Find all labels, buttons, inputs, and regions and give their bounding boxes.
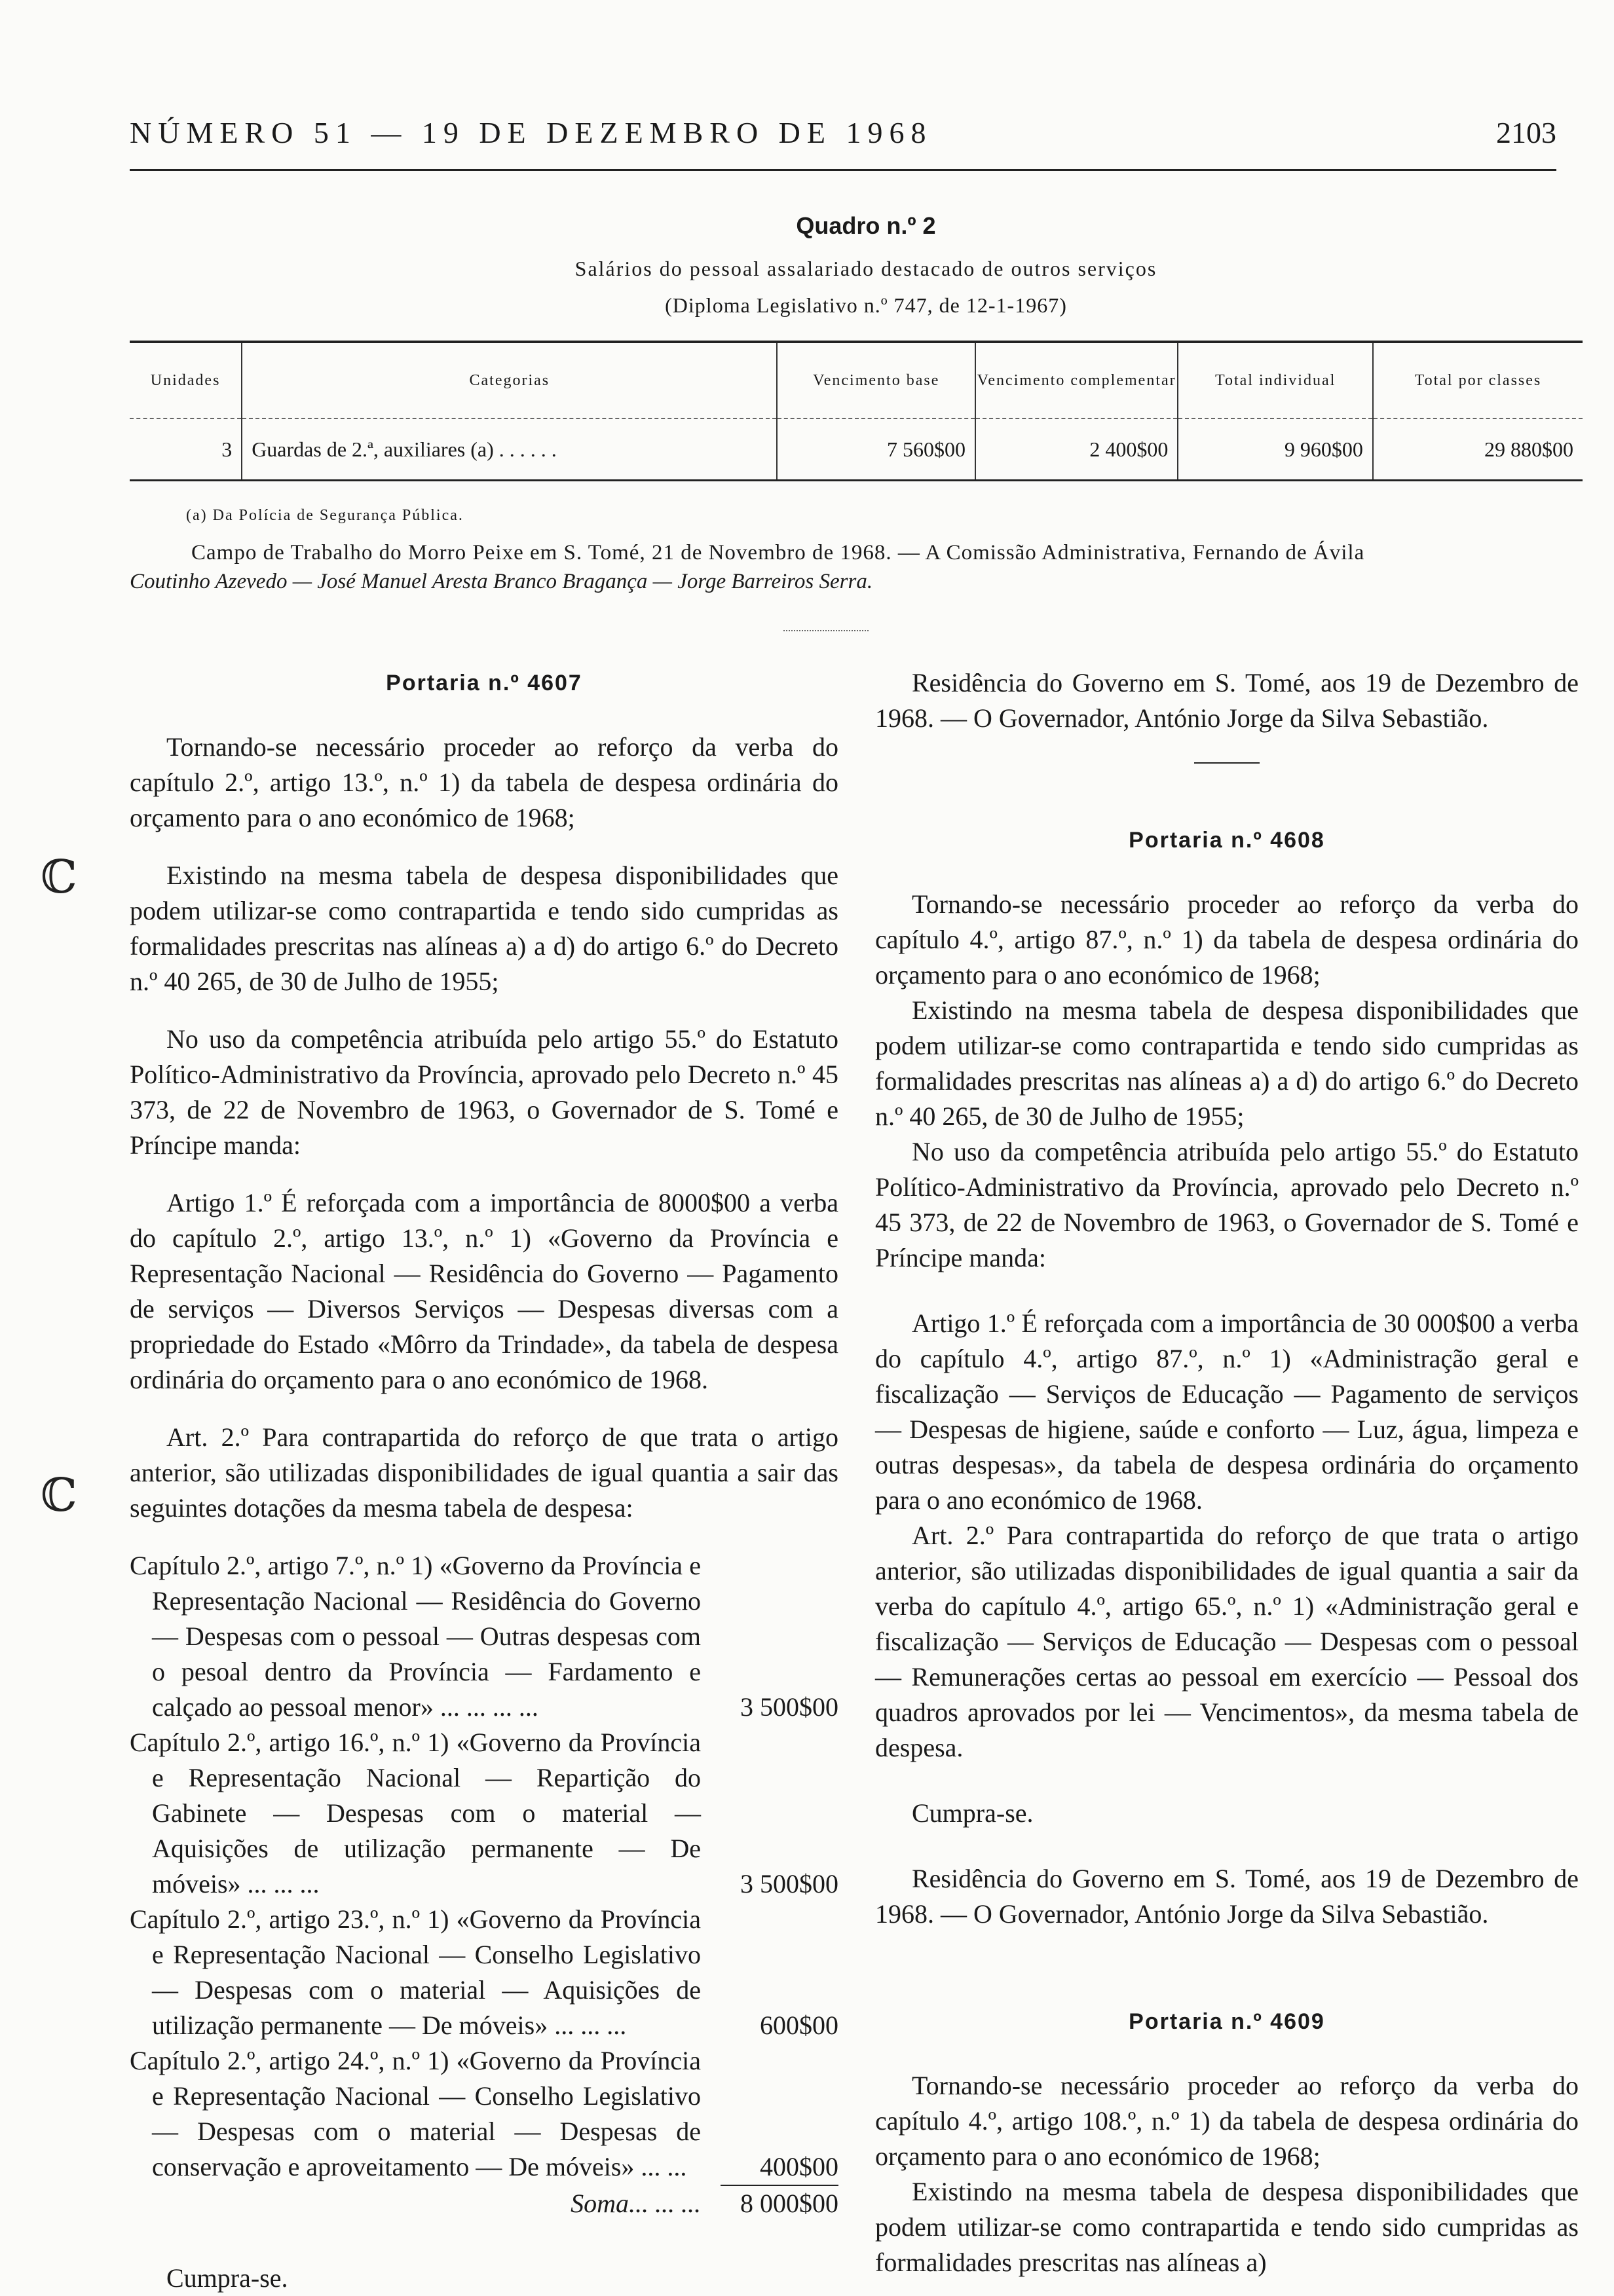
sum-amount: 8 000$00 [740,2189,838,2218]
quadro-title: Quadro n.º 2 [796,212,936,239]
col-categorias: Categorias [242,342,777,418]
col-total-classes: Total por classes [1373,342,1583,418]
sum-row [130,2186,838,2221]
budget-item [130,2043,838,2185]
page-number: 2103 [1496,116,1556,149]
paragraph: Existindo na mesma tabela de despesa disponibilidades que podem utilizar-se como contrapartida e tendo sido cumpridas as formalidades prescritas nas alíneas a) a d) do artigo 6.º do Decreto n.º 40 265, de 30 de Julho de 1955; [875,995,1579,1131]
cell-complementar: 2 400$00 [975,418,1178,481]
cell-individual: 9 960$00 [1178,418,1372,481]
budget-item-amount: 400$00 [760,2152,838,2181]
cumpra-se: Cumpra-se. [166,2263,288,2293]
signature-line-1: Campo de Trabalho do Morro Peixe em S. Tomé, 21 de Novembro de 1968. — A Comissão Administrativa, Fernando de Ávila [191,541,1365,565]
residencia-4607: Residência do Governo em S. Tomé, aos 19 de Dezembro de 1968. — O Governador, António Jorge da Silva Sebastião. [875,668,1579,733]
quadro-subtitle: Salários do pessoal assalariado destacado de outros serviços [574,257,1157,280]
portaria-4608-title: Portaria n.º 4608 [1129,828,1325,853]
margin-mark-icon: ℂ [41,1471,77,1521]
header-rule [130,169,1556,171]
table-row [130,418,1583,481]
page-header-title: NÚMERO 51 — 19 DE DEZEMBRO DE 1968 [130,116,933,149]
budget-item [130,1902,838,2043]
budget-item-amount: 600$00 [760,2010,838,2040]
budget-item-text: Capítulo 2.º, artigo 24.º, n.º 1) «Governo da Província e Representação Nacional — Conselho Legislativo — Despesas com o material — Despesas de conservação e aproveitamento — De móveis» ... ... [130,2046,701,2181]
paragraph: Tornando-se necessário proceder ao reforço da verba do capítulo 2.º, artigo 13.º, n.º 1) da tabela de despesa ordinária do orçamento para o ano económico de 1968; [130,732,838,832]
cell-categoria: Guardas de 2.ª, auxiliares (a) . . . . . . [242,418,777,481]
portaria-4607-title: Portaria n.º 4607 [386,671,582,695]
residencia-4608: Residência do Governo em S. Tomé, aos 19 de Dezembro de 1968. — O Governador, António Jorge da Silva Sebastião. [875,1864,1579,1929]
dash-separator [1194,762,1260,764]
portaria-4607 [130,665,838,2296]
margin-mark-icon: ℂ [41,853,77,903]
table-header-row [130,342,1583,418]
paragraph: Tornando-se necessário proceder ao reforço da verba do capítulo 4.º, artigo 108.º, n.º 1) da tabela de despesa ordinária do orçamento para o ano económico de 1968; [875,2071,1579,2171]
budget-item-text: Capítulo 2.º, artigo 7.º, n.º 1) «Governo da Província e Representação Nacional — Residência do Governo — Despesas com o pessoal — Outras despesas com o pesoal dentro da Província — Fardamento e calçado ao pessoal menor» ... ... ... ... [130,1551,701,1722]
budget-item-text: Capítulo 2.º, artigo 23.º, n.º 1) «Governo da Província e Representação Nacional — Conselho Legislativo — Despesas com o material — Aquisições de utilização permanente — De móveis» ... ... ... [130,1904,701,2040]
cell-classes: 29 880$00 [1373,418,1583,481]
quadro-diploma: (Diploma Legislativo n.º 747, de 12-1-1967) [665,293,1067,317]
budget-item-amount: 3 500$00 [740,1869,838,1898]
paragraph: No uso da competência atribuída pelo artigo 55.º do Estatuto Político-Administrativo da Província, aprovado pelo Decreto n.º 45 373, de 22 de Novembro de 1963, o Governador de S. Tomé e Príncipe manda: [875,1137,1579,1272]
section-separator [783,630,869,631]
col-vencimento-base: Vencimento base [777,342,975,418]
paragraph: Tornando-se necessário proceder ao reforço da verba do capítulo 4.º, artigo 87.º, n.º 1) da tabela de despesa ordinária do orçamento para o ano económico de 1968; [875,889,1579,990]
signature-line-2: Coutinho Azevedo — José Manuel Aresta Branco Bragança — Jorge Barreiros Serra. [130,570,873,593]
col-unidades: Unidades [130,342,242,418]
budget-item-amount: 3 500$00 [740,1692,838,1722]
right-column [875,665,1579,2280]
budget-item-text: Capítulo 2.º, artigo 16.º, n.º 1) «Governo da Província e Representação Nacional — Repartição do Gabinete — Despesas com o material — Aquisições de utilização permanente — De móveis» ... ... ... [130,1728,701,1898]
budget-item [130,1725,838,1902]
cell-base: 7 560$00 [777,418,975,481]
article-2: Art. 2.º Para contrapartida do reforço de que trata o artigo anterior, são utilizadas disponibilidades de igual quantia a sair das seguintes dotações da mesma tabela de despesa: [130,1422,838,1523]
col-total-individual: Total individual [1178,342,1372,418]
article-1: Artigo 1.º É reforçada com a importância de 30 000$00 a verba do capítulo 4.º, artigo 87.º, n.º 1) «Administração geral e fiscalização — Serviços de Educação — Pagamento de serviços — Despesas de higiene, saúde e conforto — Luz, água, limpeza e outras despesas», da tabela de despesa ordinária do orçamento para o ano económico de 1968. [875,1308,1579,1515]
salary-table [130,341,1583,481]
paragraph: Existindo na mesma tabela de despesa disponibilidades que podem utilizar-se como contrapartida e tendo sido cumpridas as formalidades prescritas nas alíneas a) a d) do artigo 6.º do Decreto n.º 40 265, de 30 de Julho de 1955; [130,861,838,996]
article-1: Artigo 1.º É reforçada com a importância de 8000$00 a verba do capítulo 2.º, artigo 13.º, n.º 1) «Governo da Província e Representação Nacional — Residência do Governo — Pagamento de serviços — Diversos Serviços — Despesas diversas com a propriedade do Estado «Môrro da Trindade», da tabela de despesa ordinária do orçamento para o ano económico de 1968. [130,1188,838,1394]
paragraph: Existindo na mesma tabela de despesa disponibilidades que podem utilizar-se como contrapartida e tendo sido cumpridas as formalidades prescritas nas alíneas a) [875,2177,1579,2277]
article-2: Art. 2.º Para contrapartida do reforço de que trata o artigo anterior, são utilizadas disponibilidades de igual quantia a sair da verba do capítulo 4.º, artigo 65.º, n.º 1) «Administração geral e fiscalização — Serviços de Educação — Despesas com o pessoal — Remunerações certas ao pessoal em exercício — Pessoal dos quadros aprovados por lei — Vencimentos», da mesma tabela de despesa. [875,1521,1579,1762]
budget-item [130,1548,838,1725]
portaria-4609-title: Portaria n.º 4609 [1129,2009,1325,2034]
paragraph: No uso da competência atribuída pelo artigo 55.º do Estatuto Político-Administrativo da Província, aprovado pelo Decreto n.º 45 373, de 22 de Novembro de 1963, o Governador de S. Tomé e Príncipe manda: [130,1024,838,1160]
col-vencimento-complementar: Vencimento complementar [975,342,1178,418]
table-footnote: (a) Da Polícia de Segurança Pública. [186,507,464,524]
cell-unidades: 3 [130,418,242,481]
sum-label: Soma... ... ... [571,2189,701,2218]
cumpra-se: Cumpra-se. [912,1798,1034,1828]
